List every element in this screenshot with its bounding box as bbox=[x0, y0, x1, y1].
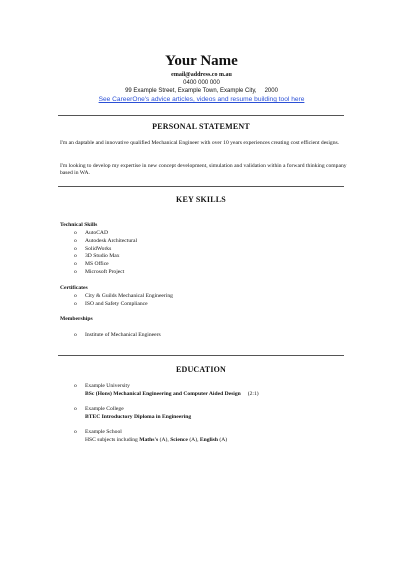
careerone-link[interactable]: See CareerOne's advice articles, videos and resume building tool here bbox=[98, 96, 305, 103]
list-item: o MS Office bbox=[74, 261, 109, 268]
institution-name: Example College bbox=[85, 406, 124, 412]
email-address[interactable]: email@address.co m.au bbox=[171, 72, 232, 78]
section-divider bbox=[58, 186, 344, 187]
technical-skills-list bbox=[60, 230, 137, 277]
list-item: o City & Guilds Mechanical Engineering bbox=[74, 293, 173, 299]
bullet-icon: o bbox=[74, 300, 77, 307]
memberships-label: Memberships bbox=[60, 316, 93, 322]
qualification: BTEC Introductory Diploma in Engineering bbox=[85, 413, 192, 420]
postcode: 2000 bbox=[264, 88, 278, 94]
education-heading: EDUCATION bbox=[175, 365, 227, 374]
list-item: o SolidWorks bbox=[74, 245, 112, 252]
bullet-icon: o bbox=[74, 261, 77, 268]
bullet-icon: o bbox=[74, 253, 77, 260]
technical-skills-label: Technical Skills bbox=[60, 222, 98, 228]
bullet-icon: o bbox=[74, 383, 77, 389]
bullet-icon: o bbox=[74, 429, 77, 435]
list-item: o ISO and Safety Compliance bbox=[74, 300, 148, 307]
bullet-icon: o bbox=[74, 293, 77, 299]
qualification: HSC subjects including Maths's (A), Science (A), English (A) bbox=[85, 436, 228, 443]
candidate-name: Your Name bbox=[165, 53, 238, 69]
postal-address bbox=[0, 87, 403, 95]
list-item: o Autodesk Architectural bbox=[74, 237, 138, 244]
bullet-icon: o bbox=[74, 230, 77, 236]
personal-statement-paragraph-1: I'm an daptable and innovative qualified Mechanical Engineer with over 10 years experiences creating cost efficient designs. bbox=[60, 140, 340, 146]
institution-name: Example University bbox=[85, 383, 130, 389]
certificates-list bbox=[60, 293, 173, 309]
institution-name: Example School bbox=[85, 429, 122, 435]
street-address: 99 Example Street, Example Town, Example City, bbox=[125, 88, 257, 94]
list-item: o Microsoft Project bbox=[74, 268, 125, 275]
qualification: BSc (Hons) Mechanical Engineering and Computer Aided Design (2:1) bbox=[85, 390, 259, 397]
bullet-icon: o bbox=[74, 237, 77, 244]
bullet-icon: o bbox=[74, 245, 77, 252]
list-item: o Institute of Mechanical Engineers bbox=[74, 332, 161, 338]
education-item-school bbox=[60, 429, 350, 444]
bullet-icon: o bbox=[74, 268, 77, 275]
section-divider bbox=[58, 115, 344, 116]
memberships-list bbox=[60, 332, 161, 340]
resume-header bbox=[0, 52, 403, 104]
list-item: o AutoCAD bbox=[74, 230, 108, 236]
bullet-icon: o bbox=[74, 332, 77, 338]
list-item: o 3D Studio Max bbox=[74, 253, 120, 260]
education-item-college bbox=[60, 406, 350, 421]
education-item-university bbox=[60, 383, 350, 398]
section-divider bbox=[58, 355, 344, 356]
phone-number: 0400 000 000 bbox=[183, 80, 220, 86]
personal-statement-paragraph-2: I'm looking to develop my expertise in new concept development, simulation and validation within a forward thinking company based in WA. bbox=[60, 163, 347, 176]
certificates-label: Certificates bbox=[60, 285, 88, 291]
personal-statement-heading: PERSONAL STATEMENT bbox=[152, 122, 250, 131]
education-list bbox=[60, 383, 350, 452]
key-skills-heading: KEY SKILLS bbox=[176, 195, 226, 204]
bullet-icon: o bbox=[74, 406, 77, 412]
